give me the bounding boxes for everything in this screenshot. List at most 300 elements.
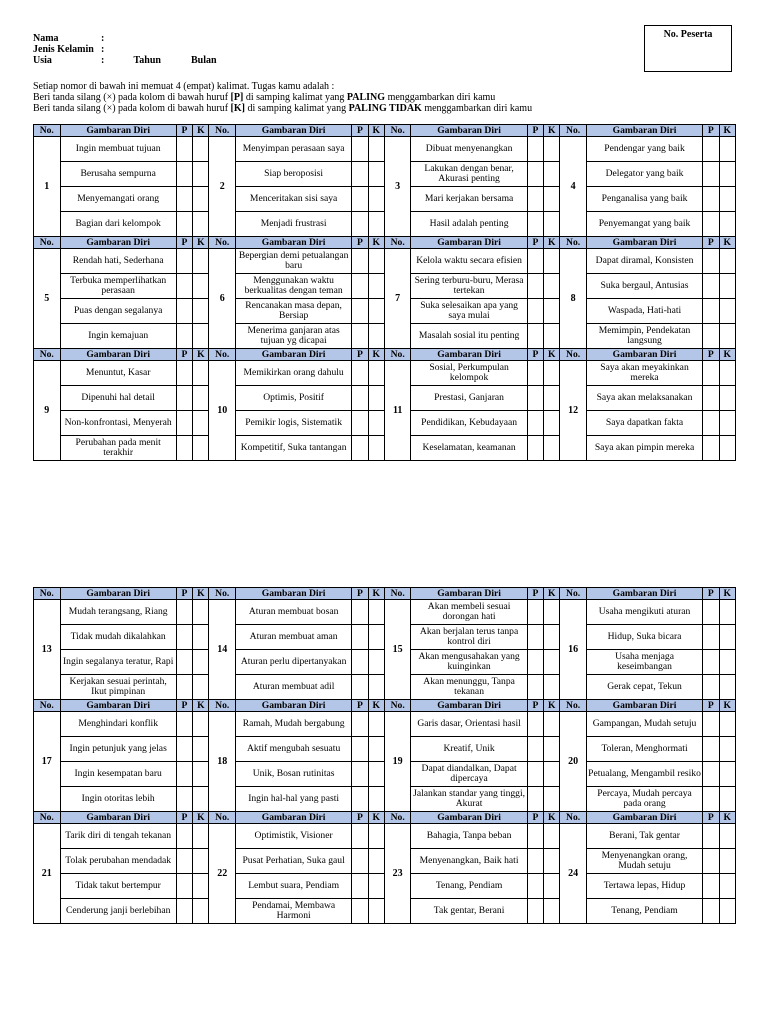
p-mark-cell[interactable]	[703, 187, 719, 212]
p-mark-cell[interactable]	[176, 137, 192, 162]
k-mark-cell[interactable]	[544, 899, 560, 924]
p-mark-cell[interactable]	[176, 162, 192, 187]
column-header-k: K	[719, 237, 736, 249]
column-header-k: K	[544, 237, 560, 249]
column-header-k: K	[719, 812, 736, 824]
column-header-description: Gambaran Diri	[60, 700, 176, 712]
p-mark-cell[interactable]	[176, 187, 192, 212]
statement-text: Berani, Tak gentar	[586, 824, 702, 849]
statement-text: Mudah terangsang, Riang	[60, 600, 176, 625]
p-mark-cell[interactable]	[703, 849, 719, 874]
statement-text: Saya akan meyakinkan mereka	[586, 361, 702, 386]
p-mark-cell[interactable]	[352, 650, 368, 675]
column-header-k: K	[368, 588, 384, 600]
p-mark-cell[interactable]	[176, 787, 192, 812]
k-mark-cell[interactable]	[193, 411, 209, 436]
statement-text: Ingin kemajuan	[60, 324, 176, 349]
statement-text: Pemikir logis, Sistematik	[235, 411, 351, 436]
table-header-row	[34, 125, 736, 137]
p-mark-cell[interactable]	[527, 187, 543, 212]
column-header-no: No.	[209, 588, 236, 600]
p-mark-cell[interactable]	[527, 162, 543, 187]
k-mark-cell[interactable]	[719, 361, 736, 386]
k-mark-cell[interactable]	[719, 600, 736, 625]
p-mark-cell[interactable]	[703, 737, 719, 762]
column-header-p: P	[527, 349, 543, 361]
k-mark-cell[interactable]	[193, 436, 209, 461]
k-mark-cell[interactable]	[719, 849, 736, 874]
k-mark-cell[interactable]	[544, 324, 560, 349]
k-mark-cell[interactable]	[193, 712, 209, 737]
item-number: 19	[384, 712, 411, 812]
k-mark-cell[interactable]	[368, 386, 384, 411]
k-mark-cell[interactable]	[193, 361, 209, 386]
statement-text: Bahagia, Tanpa beban	[411, 824, 527, 849]
k-mark-cell[interactable]	[544, 787, 560, 812]
p-mark-cell[interactable]	[352, 249, 368, 274]
p-mark-cell[interactable]	[703, 600, 719, 625]
k-mark-cell[interactable]	[719, 712, 736, 737]
p-mark-cell[interactable]	[176, 600, 192, 625]
p-mark-cell[interactable]	[703, 436, 719, 461]
month-label: Bulan	[191, 55, 217, 66]
item-number: 3	[384, 137, 411, 237]
k-mark-cell[interactable]	[193, 249, 209, 274]
statement-row	[34, 712, 736, 737]
p-mark-cell[interactable]	[703, 824, 719, 849]
p-mark-cell[interactable]	[703, 675, 719, 700]
statement-text: Ingin otoritas lebih	[60, 787, 176, 812]
k-mark-cell[interactable]	[368, 600, 384, 625]
statement-text: Aturan membuat adil	[235, 675, 351, 700]
k-mark-cell[interactable]	[193, 762, 209, 787]
item-number: 12	[560, 361, 587, 461]
k-mark-cell[interactable]	[719, 187, 736, 212]
k-mark-cell[interactable]	[368, 162, 384, 187]
p-mark-cell[interactable]	[527, 137, 543, 162]
statement-text: Optimis, Positif	[235, 386, 351, 411]
p-mark-cell[interactable]	[352, 436, 368, 461]
k-mark-cell[interactable]	[719, 162, 736, 187]
k-mark-cell[interactable]	[544, 162, 560, 187]
k-mark-cell[interactable]	[193, 299, 209, 324]
column-header-description: Gambaran Diri	[586, 349, 702, 361]
statement-text: Pusat Perhatian, Suka gaul	[235, 849, 351, 874]
column-header-k: K	[719, 588, 736, 600]
k-mark-cell[interactable]	[719, 899, 736, 924]
column-header-description: Gambaran Diri	[411, 588, 527, 600]
p-mark-cell[interactable]	[527, 324, 543, 349]
column-header-no: No.	[209, 700, 236, 712]
table-header-row	[34, 812, 736, 824]
k-mark-cell[interactable]	[544, 249, 560, 274]
p-mark-cell[interactable]	[527, 625, 543, 650]
p-mark-cell[interactable]	[703, 324, 719, 349]
k-mark-cell[interactable]	[368, 737, 384, 762]
statement-text: Usaha mengikuti aturan	[586, 600, 702, 625]
statement-text: Suka selesaikan apa yang saya mulai	[411, 299, 527, 324]
k-mark-cell[interactable]	[368, 625, 384, 650]
k-mark-cell[interactable]	[719, 824, 736, 849]
column-header-no: No.	[384, 349, 411, 361]
p-mark-cell[interactable]	[352, 787, 368, 812]
k-mark-cell[interactable]	[193, 386, 209, 411]
statement-text: Waspada, Hati-hati	[586, 299, 702, 324]
statement-text: Garis dasar, Orientasi hasil	[411, 712, 527, 737]
k-mark-cell[interactable]	[193, 324, 209, 349]
statement-text: Optimistik, Visioner	[235, 824, 351, 849]
statement-text: Menjadi frustrasi	[235, 212, 351, 237]
statement-text: Ingin kesempatan baru	[60, 762, 176, 787]
statement-text: Tenang, Pendiam	[586, 899, 702, 924]
p-mark-cell[interactable]	[176, 712, 192, 737]
k-mark-cell[interactable]	[544, 824, 560, 849]
age-colon: :	[101, 55, 105, 66]
statement-text: Berusaha sempurna	[60, 162, 176, 187]
item-number: 22	[209, 824, 236, 924]
p-mark-cell[interactable]	[703, 712, 719, 737]
p-mark-cell[interactable]	[527, 899, 543, 924]
p-mark-cell[interactable]	[703, 249, 719, 274]
column-header-no: No.	[384, 812, 411, 824]
p-mark-cell[interactable]	[176, 899, 192, 924]
column-header-k: K	[368, 812, 384, 824]
p-mark-cell[interactable]	[352, 411, 368, 436]
item-number: 14	[209, 600, 236, 700]
statement-text: Hasil adalah penting	[411, 212, 527, 237]
k-mark-cell[interactable]	[544, 737, 560, 762]
p-mark-cell[interactable]	[527, 361, 543, 386]
k-mark-cell[interactable]	[719, 274, 736, 299]
p-mark-cell[interactable]	[352, 675, 368, 700]
column-header-k: K	[544, 125, 560, 137]
p-mark-cell[interactable]	[527, 787, 543, 812]
k-mark-cell[interactable]	[368, 361, 384, 386]
p-mark-cell[interactable]	[527, 600, 543, 625]
p-mark-cell[interactable]	[527, 411, 543, 436]
k-mark-cell[interactable]	[368, 874, 384, 899]
k-mark-cell[interactable]	[544, 386, 560, 411]
p-mark-cell[interactable]	[527, 212, 543, 237]
k-mark-cell[interactable]	[368, 675, 384, 700]
table-header-row	[34, 700, 736, 712]
column-header-description: Gambaran Diri	[586, 812, 702, 824]
participant-number-label: No. Peserta	[663, 29, 713, 40]
column-header-no: No.	[384, 125, 411, 137]
statement-text: Ingin membuat tujuan	[60, 137, 176, 162]
statement-row	[34, 137, 736, 162]
k-mark-cell[interactable]	[193, 137, 209, 162]
k-mark-cell[interactable]	[719, 386, 736, 411]
statement-text: Usaha menjaga keseimbangan	[586, 650, 702, 675]
column-header-p: P	[703, 237, 719, 249]
statement-text: Masalah sosial itu penting	[411, 324, 527, 349]
k-mark-cell[interactable]	[544, 299, 560, 324]
k-mark-cell[interactable]	[719, 874, 736, 899]
k-mark-cell[interactable]	[544, 600, 560, 625]
p-mark-cell[interactable]	[176, 299, 192, 324]
p-mark-cell[interactable]	[527, 675, 543, 700]
item-number: 8	[560, 249, 587, 349]
k-mark-cell[interactable]	[368, 712, 384, 737]
statement-text: Jalankan standar yang tinggi, Akurat	[411, 787, 527, 812]
k-mark-cell[interactable]	[719, 411, 736, 436]
statement-text: Kompetitif, Suka tantangan	[235, 436, 351, 461]
k-mark-cell[interactable]	[193, 737, 209, 762]
item-number: 11	[384, 361, 411, 461]
p-mark-cell[interactable]	[703, 625, 719, 650]
k-mark-cell[interactable]	[719, 762, 736, 787]
p-mark-cell[interactable]	[352, 712, 368, 737]
item-number: 21	[34, 824, 61, 924]
statement-text: Akan mengusahakan yang kuinginkan	[411, 650, 527, 675]
k-mark-cell[interactable]	[193, 824, 209, 849]
p-mark-cell[interactable]	[176, 212, 192, 237]
column-header-p: P	[527, 588, 543, 600]
statement-text: Terbuka memperlihatkan perasaan	[60, 274, 176, 299]
statement-text: Pendidikan, Kebudayaan	[411, 411, 527, 436]
statement-text: Menyimpan perasaan saya	[235, 137, 351, 162]
k-mark-cell[interactable]	[719, 436, 736, 461]
p-mark-cell[interactable]	[176, 675, 192, 700]
p-mark-cell[interactable]	[352, 324, 368, 349]
column-header-no: No.	[34, 125, 61, 137]
p-mark-cell[interactable]	[527, 824, 543, 849]
p-mark-cell[interactable]	[703, 299, 719, 324]
p-mark-cell[interactable]	[703, 762, 719, 787]
k-mark-cell[interactable]	[719, 299, 736, 324]
column-header-description: Gambaran Diri	[411, 349, 527, 361]
p-mark-cell[interactable]	[176, 762, 192, 787]
k-mark-cell[interactable]	[719, 212, 736, 237]
p-mark-cell[interactable]	[352, 600, 368, 625]
p-mark-cell[interactable]	[527, 737, 543, 762]
statement-text: Saya dapatkan fakta	[586, 411, 702, 436]
column-header-description: Gambaran Diri	[411, 237, 527, 249]
p-mark-cell[interactable]	[703, 874, 719, 899]
p-mark-cell[interactable]	[176, 249, 192, 274]
p-mark-cell[interactable]	[176, 737, 192, 762]
statement-text: Non-konfrontasi, Menyerah	[60, 411, 176, 436]
item-number: 2	[209, 137, 236, 237]
k-mark-cell[interactable]	[193, 675, 209, 700]
k-mark-cell[interactable]	[193, 787, 209, 812]
k-mark-cell[interactable]	[193, 187, 209, 212]
k-mark-cell[interactable]	[368, 411, 384, 436]
k-mark-cell[interactable]	[544, 650, 560, 675]
k-mark-cell[interactable]	[193, 625, 209, 650]
p-mark-cell[interactable]	[176, 824, 192, 849]
k-mark-cell[interactable]	[193, 212, 209, 237]
p-mark-cell[interactable]	[527, 249, 543, 274]
p-mark-cell[interactable]	[703, 787, 719, 812]
k-mark-cell[interactable]	[368, 249, 384, 274]
column-header-k: K	[368, 700, 384, 712]
k-mark-cell[interactable]	[368, 849, 384, 874]
k-mark-cell[interactable]	[368, 824, 384, 849]
table-header-row	[34, 588, 736, 600]
p-mark-cell[interactable]	[527, 849, 543, 874]
k-mark-cell[interactable]	[544, 874, 560, 899]
column-header-description: Gambaran Diri	[60, 237, 176, 249]
p-mark-cell[interactable]	[352, 299, 368, 324]
p-mark-cell[interactable]	[176, 386, 192, 411]
k-mark-cell[interactable]	[544, 762, 560, 787]
k-mark-cell[interactable]	[368, 274, 384, 299]
p-mark-cell[interactable]	[176, 324, 192, 349]
p-mark-cell[interactable]	[176, 650, 192, 675]
k-mark-cell[interactable]	[368, 187, 384, 212]
p-mark-cell[interactable]	[176, 625, 192, 650]
p-mark-cell[interactable]	[176, 411, 192, 436]
k-mark-cell[interactable]	[368, 212, 384, 237]
p-mark-cell[interactable]	[703, 162, 719, 187]
instruction-line-2: Beri tanda silang (×) pada kolom di bawah huruf [P] di samping kalimat yang PALING menggambarkan diri kamu	[33, 92, 496, 103]
k-mark-cell[interactable]	[368, 137, 384, 162]
column-header-description: Gambaran Diri	[60, 349, 176, 361]
p-mark-cell[interactable]	[352, 274, 368, 299]
column-header-k: K	[719, 700, 736, 712]
statement-text: Saya akan melaksanakan	[586, 386, 702, 411]
p-mark-cell[interactable]	[352, 625, 368, 650]
p-mark-cell[interactable]	[352, 737, 368, 762]
column-header-no: No.	[209, 349, 236, 361]
k-mark-cell[interactable]	[368, 762, 384, 787]
p-mark-cell[interactable]	[176, 874, 192, 899]
column-header-k: K	[193, 125, 209, 137]
p-mark-cell[interactable]	[527, 299, 543, 324]
k-mark-cell[interactable]	[719, 650, 736, 675]
p-mark-cell[interactable]	[352, 762, 368, 787]
p-mark-cell[interactable]	[352, 824, 368, 849]
p-mark-cell[interactable]	[527, 650, 543, 675]
p-mark-cell[interactable]	[176, 436, 192, 461]
p-mark-cell[interactable]	[527, 386, 543, 411]
statement-text: Bagian dari kelompok	[60, 212, 176, 237]
p-mark-cell[interactable]	[176, 361, 192, 386]
p-mark-cell[interactable]	[703, 137, 719, 162]
p-mark-cell[interactable]	[352, 899, 368, 924]
instructions	[33, 81, 532, 114]
column-header-description: Gambaran Diri	[586, 125, 702, 137]
instruction-line-1: Setiap nomor di bawah ini memuat 4 (empat) kalimat. Tugas kamu adalah :	[33, 81, 335, 92]
p-mark-cell[interactable]	[352, 212, 368, 237]
p-mark-cell[interactable]	[527, 436, 543, 461]
column-header-p: P	[703, 700, 719, 712]
k-mark-cell[interactable]	[368, 787, 384, 812]
p-mark-cell[interactable]	[703, 361, 719, 386]
k-mark-cell[interactable]	[544, 212, 560, 237]
p-mark-cell[interactable]	[703, 274, 719, 299]
statement-text: Mari kerjakan bersama	[411, 187, 527, 212]
p-mark-cell[interactable]	[352, 137, 368, 162]
k-mark-cell[interactable]	[544, 675, 560, 700]
p-mark-cell[interactable]	[527, 274, 543, 299]
p-mark-cell[interactable]	[703, 411, 719, 436]
statement-text: Menuntut, Kasar	[60, 361, 176, 386]
item-number: 9	[34, 361, 61, 461]
statement-text: Tarik diri di tengah tekanan	[60, 824, 176, 849]
k-mark-cell[interactable]	[193, 274, 209, 299]
k-mark-cell[interactable]	[544, 625, 560, 650]
k-mark-cell[interactable]	[368, 299, 384, 324]
p-mark-cell[interactable]	[703, 386, 719, 411]
k-mark-cell[interactable]	[719, 737, 736, 762]
p-mark-cell[interactable]	[176, 274, 192, 299]
column-header-no: No.	[384, 588, 411, 600]
k-mark-cell[interactable]	[193, 600, 209, 625]
k-mark-cell[interactable]	[544, 187, 560, 212]
p-mark-cell[interactable]	[352, 849, 368, 874]
column-header-k: K	[368, 237, 384, 249]
statement-text: Pendamai, Membawa Harmoni	[235, 899, 351, 924]
column-header-no: No.	[34, 812, 61, 824]
k-mark-cell[interactable]	[719, 787, 736, 812]
k-mark-cell[interactable]	[193, 650, 209, 675]
participant-number-box[interactable]	[644, 25, 732, 72]
k-mark-cell[interactable]	[544, 849, 560, 874]
k-mark-cell[interactable]	[719, 137, 736, 162]
statement-text: Prestasi, Ganjaran	[411, 386, 527, 411]
statement-text: Kreatif, Unik	[411, 737, 527, 762]
p-mark-cell[interactable]	[352, 874, 368, 899]
k-mark-cell[interactable]	[719, 324, 736, 349]
k-mark-cell[interactable]	[544, 137, 560, 162]
k-mark-cell[interactable]	[544, 712, 560, 737]
k-mark-cell[interactable]	[368, 436, 384, 461]
k-mark-cell[interactable]	[719, 675, 736, 700]
column-header-description: Gambaran Diri	[235, 812, 351, 824]
p-mark-cell[interactable]	[703, 650, 719, 675]
k-mark-cell[interactable]	[193, 849, 209, 874]
statement-text: Rencanakan masa depan, Bersiap	[235, 299, 351, 324]
k-mark-cell[interactable]	[719, 625, 736, 650]
k-mark-cell[interactable]	[193, 162, 209, 187]
p-mark-cell[interactable]	[176, 849, 192, 874]
k-mark-cell[interactable]	[368, 324, 384, 349]
k-mark-cell[interactable]	[368, 899, 384, 924]
column-header-k: K	[193, 237, 209, 249]
statement-text: Sering terburu-buru, Merasa tertekan	[411, 274, 527, 299]
k-mark-cell[interactable]	[544, 361, 560, 386]
p-mark-cell[interactable]	[703, 212, 719, 237]
statement-text: Dapat diramal, Konsisten	[586, 249, 702, 274]
p-mark-cell[interactable]	[352, 187, 368, 212]
statement-text: Unik, Bosan rutinitas	[235, 762, 351, 787]
column-header-no: No.	[560, 812, 587, 824]
item-number: 17	[34, 712, 61, 812]
p-mark-cell[interactable]	[527, 762, 543, 787]
k-mark-cell[interactable]	[544, 436, 560, 461]
k-mark-cell[interactable]	[544, 274, 560, 299]
k-mark-cell[interactable]	[193, 874, 209, 899]
p-mark-cell[interactable]	[352, 162, 368, 187]
k-mark-cell[interactable]	[193, 899, 209, 924]
statement-text: Menyenangkan, Baik hati	[411, 849, 527, 874]
k-mark-cell[interactable]	[544, 411, 560, 436]
table-header-row	[34, 349, 736, 361]
k-mark-cell[interactable]	[368, 650, 384, 675]
p-mark-cell[interactable]	[352, 386, 368, 411]
column-header-p: P	[352, 700, 368, 712]
p-mark-cell[interactable]	[352, 361, 368, 386]
statement-text: Tidak takut bertempur	[60, 874, 176, 899]
statement-text: Menyemangati orang	[60, 187, 176, 212]
p-mark-cell[interactable]	[527, 712, 543, 737]
p-mark-cell[interactable]	[703, 899, 719, 924]
k-mark-cell[interactable]	[719, 249, 736, 274]
p-mark-cell[interactable]	[527, 874, 543, 899]
